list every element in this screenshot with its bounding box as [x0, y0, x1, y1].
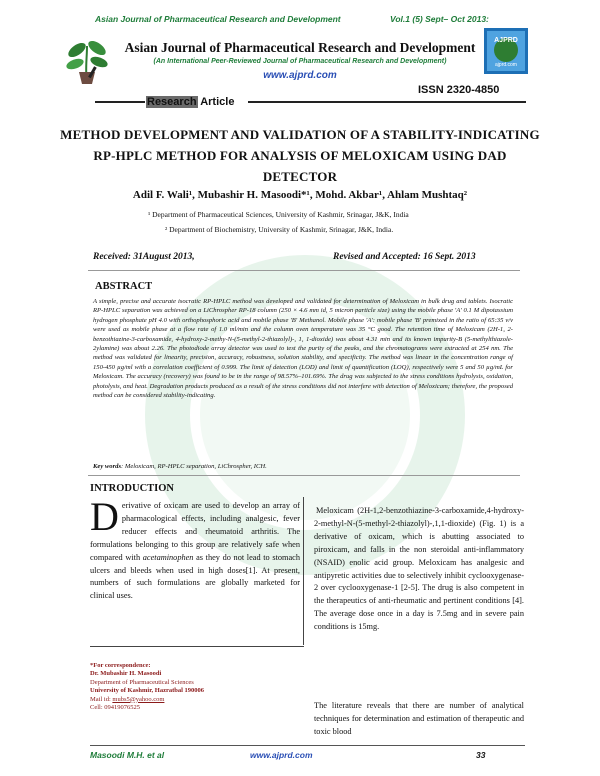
article-title: METHOD DEVELOPMENT AND VALIDATION OF A STABILITY-INDICATING RP-HPLC METHOD FOR ANALYSIS OF MELOXICAM USING DAD DETECTOR [60, 127, 540, 184]
dropcap: D [90, 494, 119, 539]
abstract-rule-bottom [88, 475, 520, 476]
correspondence-mail [90, 696, 204, 704]
column-divider [303, 497, 304, 645]
affiliation-2: ² Department of Biochemistry, University of Kashmir, Srinagar, J&K, India. [165, 225, 394, 234]
intro-left-text-2: as they do not lead to stomach ulcers and bleeds when used in high doses[1]. At present, numbers of such formulations are globally marketed for clinical uses. [90, 552, 301, 601]
author-list: Adil F. Wali¹, Mubashir H. Masoodi*¹, Mohd. Akbar¹, Ahlam Mushtaq² [132, 189, 468, 201]
correspondence-name: Dr. Mubashir H. Masoodi [90, 670, 162, 678]
accepted-date: Revised and Accepted: 16 Sept. 2013 [333, 252, 476, 262]
correspondence-rule [90, 646, 304, 647]
intro-left-italic: acetaminophen [142, 552, 194, 562]
article-type-rest: Article [197, 96, 235, 108]
keywords-text: : Meloxicam, RP-HPLC separation, LiChrospher, ICH. [121, 463, 267, 470]
article-type [146, 96, 234, 108]
journal-website-link[interactable]: www.ajprd.com [263, 70, 337, 81]
page-number: 33 [476, 750, 486, 760]
introduction-heading: INTRODUCTION [90, 483, 175, 494]
correspondence-heading: *For correspondence: [90, 662, 151, 669]
affiliation-1: ¹ Department of Pharmaceutical Sciences, University of Kashmir, Srinagar, J&K, India [148, 210, 409, 219]
header-rule-left [95, 101, 145, 103]
mail-label: Mail id: [90, 695, 113, 703]
correspondence-dept: Department of Pharmaceutical Sciences [90, 678, 194, 686]
footer-rule [90, 745, 525, 746]
correspondence-univ: University of Kashmir, Hazratbal 190006 [90, 687, 205, 695]
ajprd-badge-icon [484, 28, 528, 74]
received-date: Received: 31August 2013, [93, 252, 195, 262]
intro-right-para-1: Meloxicam (2H-1,2-benzothiazine-3-carboxamide,4-hydroxy-2-methyl-N-(5-methyl-2-thiazolyl)-,1,1-dioxide) (Fig. 1) is a derivative of oxicam, which is abutting associated to piroxicam, and falls in the non steroidal anti-inflammatory (NSAID) enolic acid group. Meloxicam has analgesic and antipyretic activities due to selectively inhibit cyclooxygenase-2 over cyclooxygenase-1 [2-5]. The drug is also competent in the therapeutics of anti-rheumatic and pertinent conditions [4]. The average dose once in a day is 7.5mg and in severe pain conditions is 15mg. [314, 506, 524, 632]
correspondence-block [90, 662, 204, 712]
issn-label: ISSN 2320-4850 [418, 84, 500, 96]
keywords [93, 463, 267, 470]
abstract-heading: ABSTRACT [95, 281, 153, 292]
footer-author: Masoodi M.H. et al [90, 750, 165, 760]
abstract-rule-top [88, 270, 520, 271]
intro-left-text: erivative of oxicam are used to develop an array of pharmacological effects, including analgesic, fever reducer effects and rheumatoid arthritis. The formulations belonging to this group are relatively safe when compared with [90, 501, 300, 562]
keywords-label: Key words [93, 463, 122, 470]
running-header-journal: Asian Journal of Pharmaceutical Research and Development [95, 14, 341, 24]
abstract-text: A simple, precise and accurate isocratic RP-HPLC method was developed and validated for determination of Meloxicam in bulk drug and tablets. Isocratic RP-HPLC separation was achieved on a LiChrospher RP-18 column (250 × 4.6 mm id, 5 micron particle size) using the mobile phase 'A' 0.1 M dipotassium hydrogen phosphate pH 4.0 with orthophosphoric acid and mobile phase 'B' Methanol. Mobile phase 'A': mobile phase 'B' premixed in the ratio of 65:35 v/v were used as mobile phase at a flow rate of 1.0 ml/min and the column oven temperature was 35 °C good. The retention time of Meloxicam (2H-1, 2-benzothiazine-3-carboxamide, 4-hydroxy-2-methy-N-(5-methyl-2-thiazolyl)-, 1, 1-dioxide) was about 4.31 min and its known impurity-B (5-methylthiazole-2ylamine) was about 2.26. The photodiode array detector was used to test the purity of the peaks, and the chromatograms were extracted at 254 nm. The method was validated for linearity, precision, accuracy, robustness, solution stability, and specificity. The method was linear in the concentration range of 150-450 µg/ml with a correlation coefficient of 0.999. The limit of detection (LOD) and limit of quantification (LOQ), respectively were 5 and 50 µg/mL for Meloxicam. The accuracy (recovery) was found to be in the range of 98.57%–101.69%. The drug was subjected to the stress conditions hydrolysis, oxidation, photolysis, and heat. Degradation products produced as a result of the stress conditions did not interfere with detection of Meloxicam; therefore, the proposed method can be considered stability-indicating. [93, 298, 513, 400]
header-rule-right [248, 101, 526, 103]
intro-right-para-2: The literature reveals that there are number of analytical techniques for determination and estimation of therapeutic and toxic blood [314, 701, 524, 736]
badge-label-top: AJPRD [494, 37, 518, 44]
journal-logo-icon [65, 32, 109, 86]
article-type-highlight: Research [147, 96, 197, 108]
journal-title: Asian Journal of Pharmaceutical Research and Development [124, 40, 476, 55]
mail-link[interactable]: mubs5@yahoo.com [112, 695, 165, 703]
running-header-volume: Vol.1 (5) Sept– Oct 2013: [390, 14, 489, 24]
badge-label-bottom: ajprd.com [495, 62, 517, 68]
intro-left-column [90, 494, 301, 603]
footer-website-link[interactable]: www.ajprd.com [250, 750, 313, 760]
journal-subtitle: (An International Peer-Reviewed Journal of Pharmaceutical Research and Development) [153, 58, 447, 65]
correspondence-cell: Cell: 09419076525 [90, 704, 141, 712]
